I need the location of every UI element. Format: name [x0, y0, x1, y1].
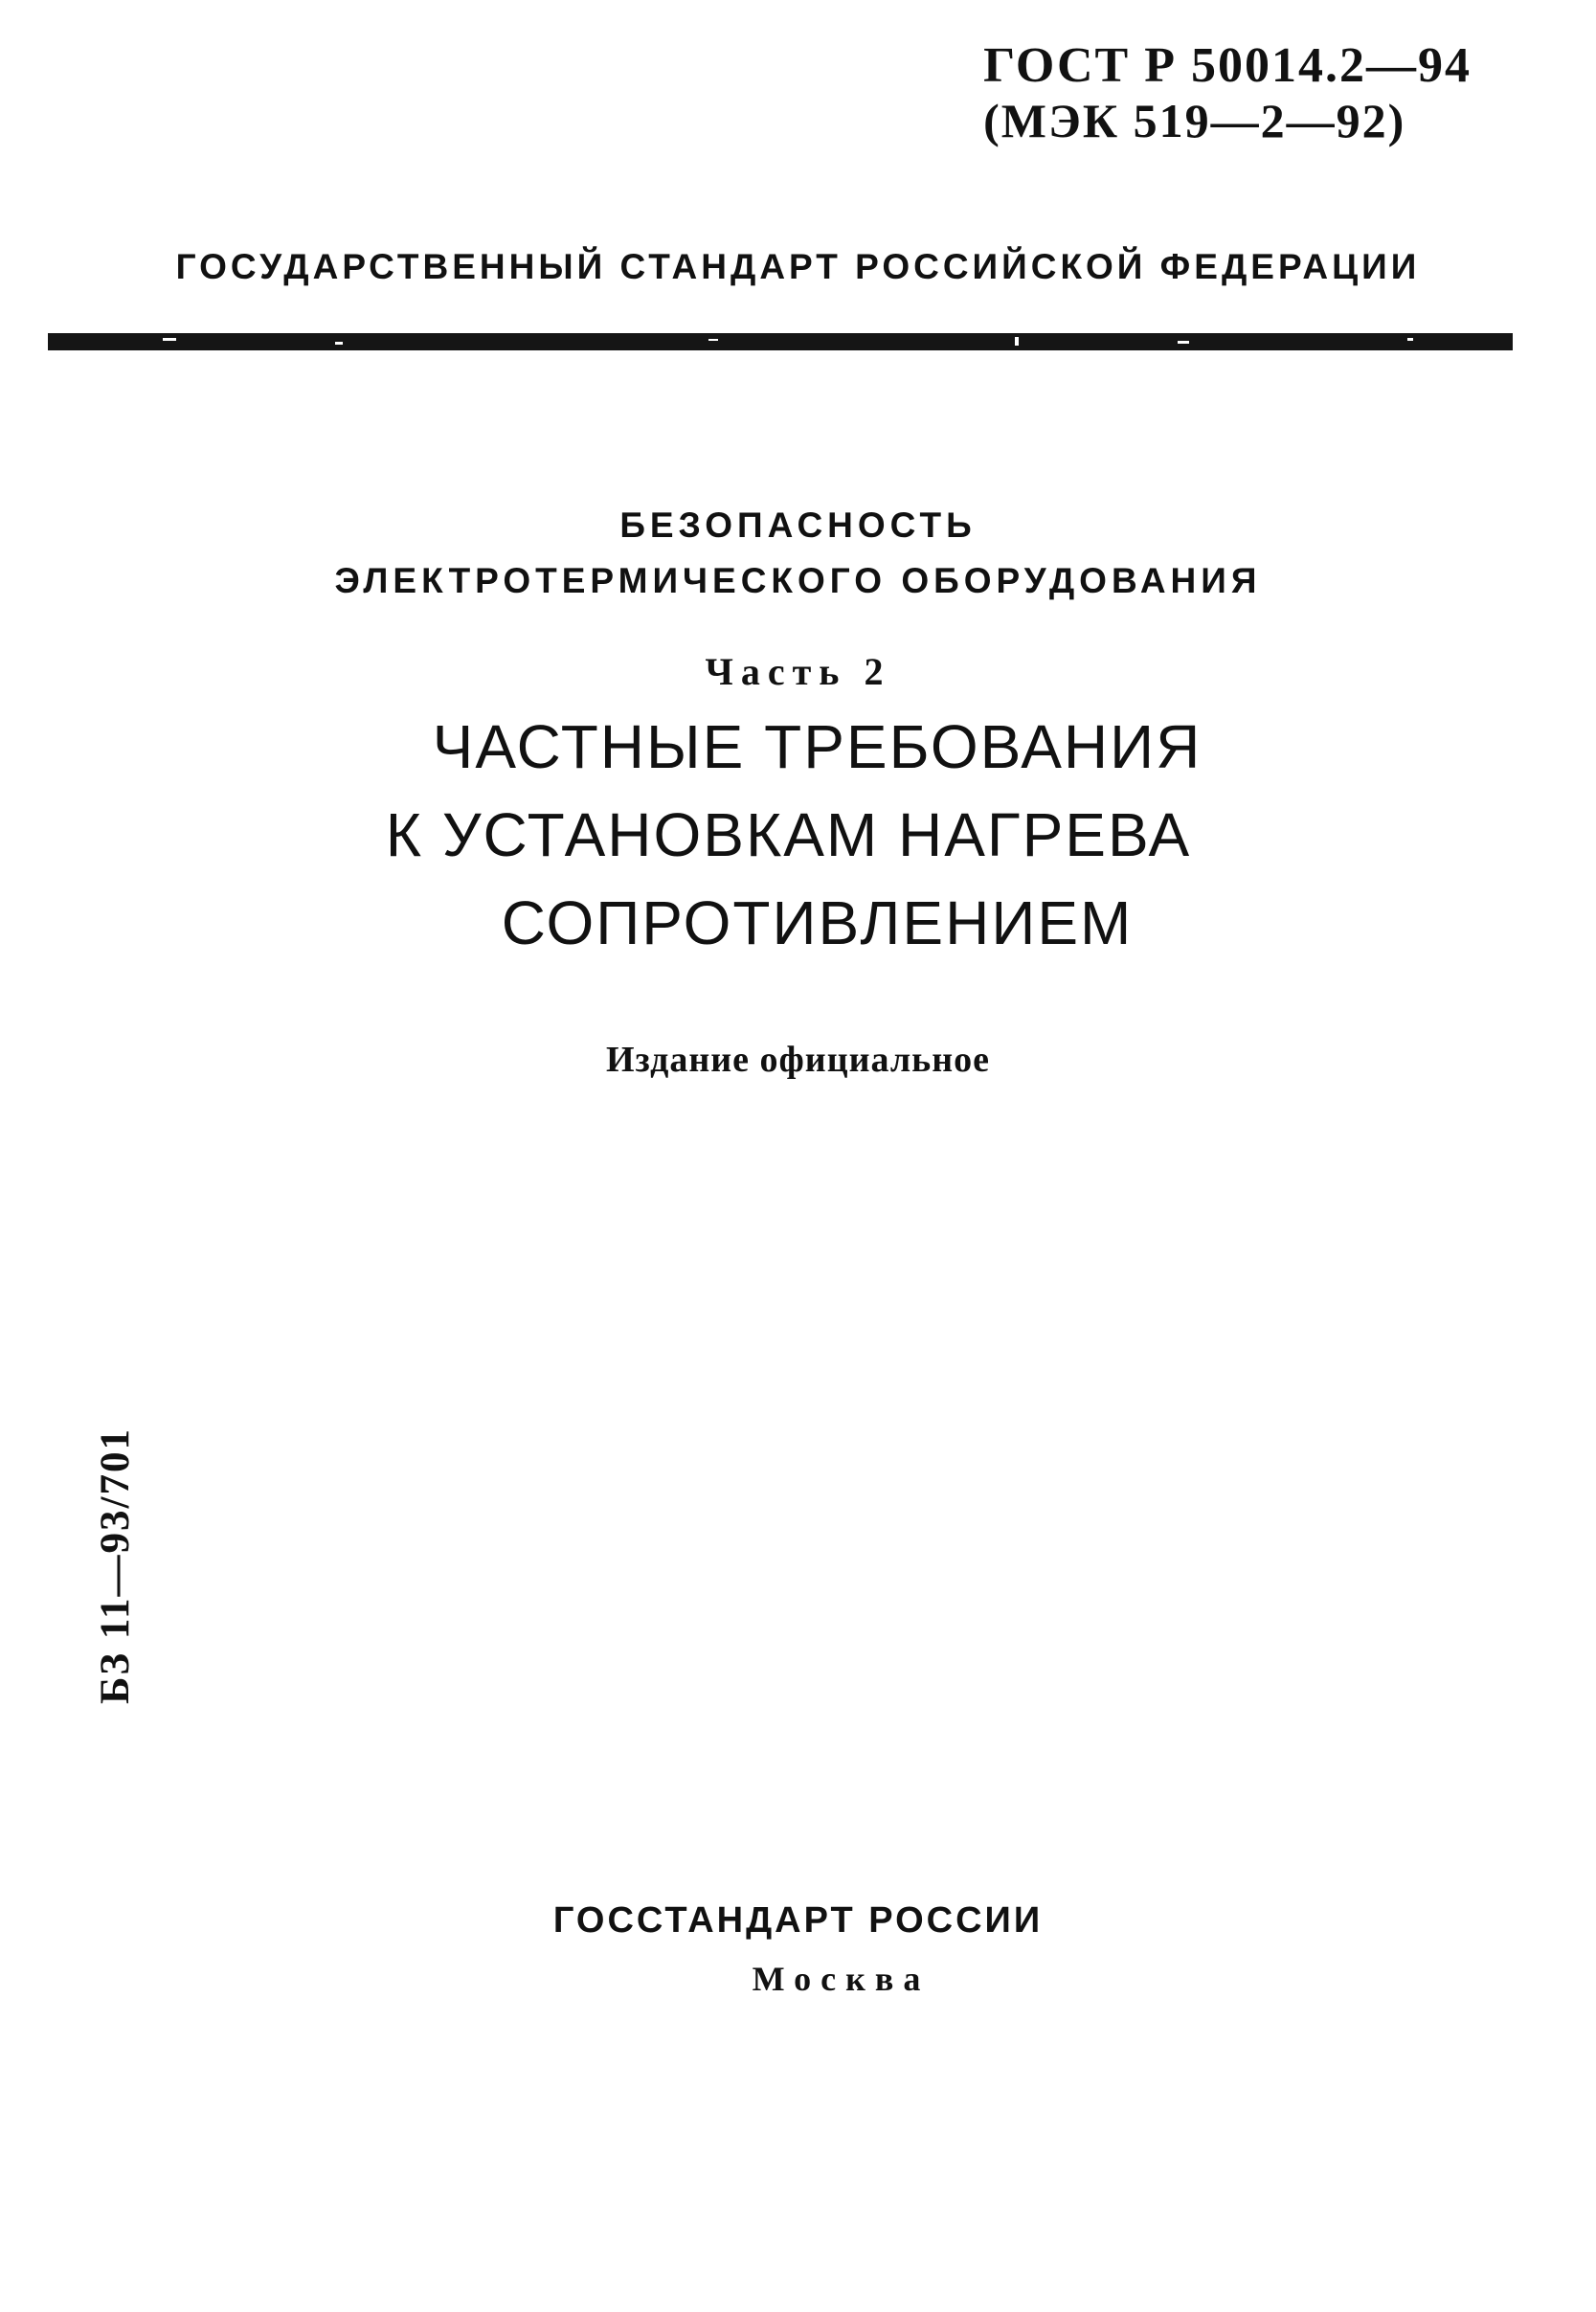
subtitle-line-3: СОПРОТИВЛЕНИЕМ — [501, 888, 1134, 957]
rule-speck — [335, 342, 343, 345]
state-standard-heading: ГОСУДАРСТВЕННЫЙ СТАНДАРТ РОССИЙСКОЙ ФЕДЕРАЦИИ — [175, 247, 1421, 286]
title-line-1: БЕЗОПАСНОСТЬ — [619, 505, 977, 545]
subtitle-line-1: ЧАСТНЫЕ ТРЕБОВАНИЯ — [432, 712, 1203, 781]
part-number: Часть 2 — [705, 650, 891, 693]
title-block — [0, 498, 1596, 958]
subtitle-line-2: К УСТАНОВКАМ НАГРЕВА — [385, 800, 1192, 869]
publisher-city: Москва — [752, 1960, 931, 1998]
title-line-2: ЭЛЕКТРОТЕРМИЧЕСКОГО ОБОРУДОВАНИЯ — [334, 561, 1262, 600]
edition-label: Издание официальное — [605, 1040, 990, 1080]
rule-speck — [708, 339, 718, 341]
document-code-block — [983, 38, 1472, 147]
rule-speck — [163, 338, 176, 341]
rule-speck — [1407, 338, 1413, 341]
side-registration-code: БЗ 11—93/701 — [93, 1427, 138, 1704]
header-divider-rule — [48, 333, 1513, 350]
publisher-block — [0, 1900, 1596, 1999]
rule-speck — [1178, 341, 1189, 344]
gost-code: ГОСТ Р 50014.2—94 — [983, 38, 1472, 93]
publisher-name: ГОССТАНДАРТ РОССИИ — [552, 1900, 1044, 1941]
rule-speck — [1015, 337, 1019, 346]
iec-code: (МЭК 519—2—92) — [983, 94, 1406, 148]
